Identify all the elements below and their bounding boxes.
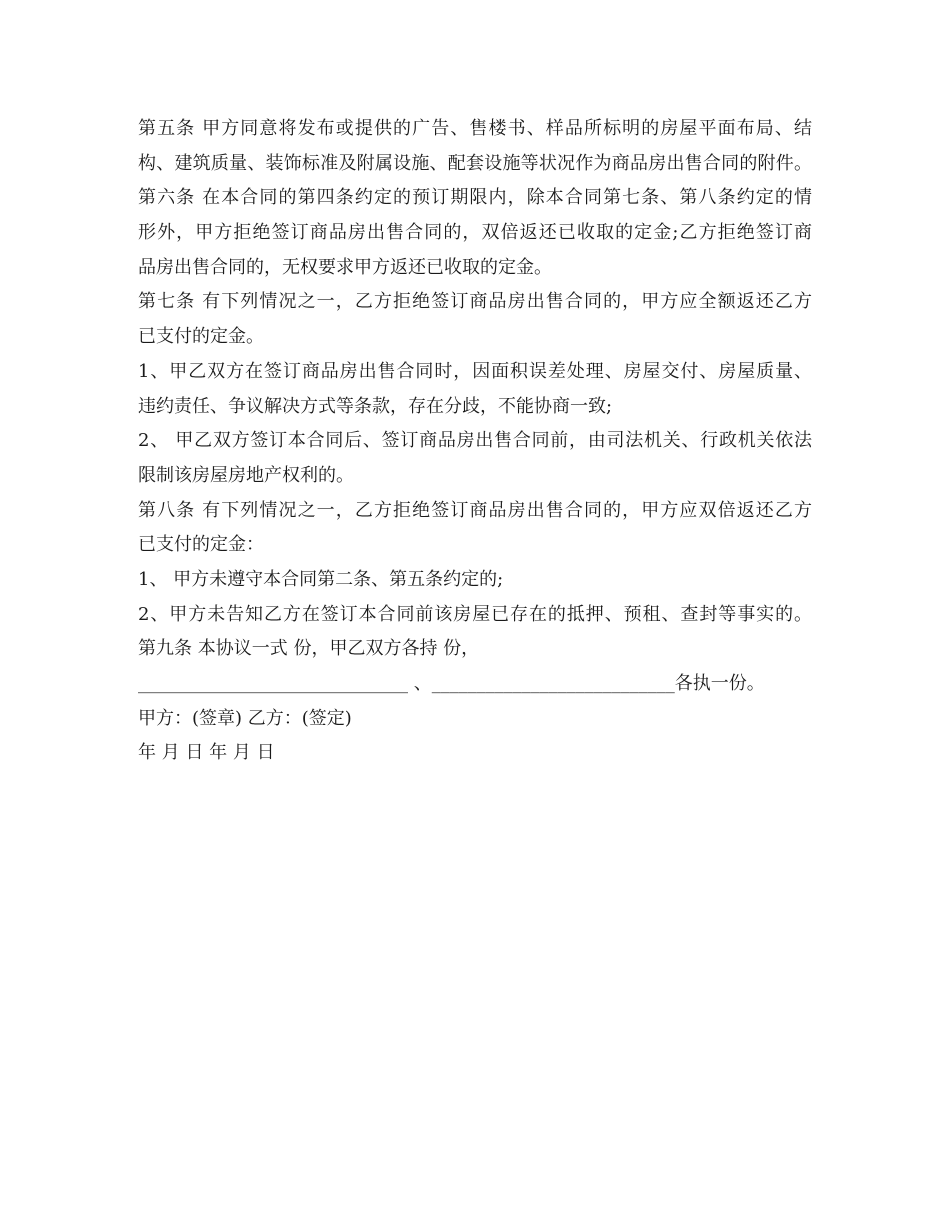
- clause-8-item-1: 1、 甲方未遵守本合同第二条、第五条约定的;: [138, 568, 504, 590]
- document-body: [138, 112, 812, 771]
- clause-5-line-1: 第五条 甲方同意将发布或提供的广告、售楼书、样品所标明的房屋平面布局、结: [138, 118, 812, 139]
- signature-dates: 年 月 日 年 月 日: [138, 742, 275, 764]
- clause-7-line-2: 已支付的定金。: [138, 326, 264, 348]
- clause-6-line-3: 品房出售合同的，无权要求甲方返还已收取的定金。: [138, 256, 552, 278]
- clause-7-item-2-line-2: 限制该房屋房地产权利的。: [138, 464, 354, 486]
- clause-6-line-2: 形外，甲方拒绝签订商品房出售合同的，双倍返还已收取的定金;乙方拒绝签订商: [138, 222, 812, 244]
- clause-7-item-1-line-2: 违约责任、争议解决方式等条款，存在分歧，不能协商一致;: [138, 395, 613, 417]
- clause-7-item-2-line-1: 2、 甲乙双方签订本合同后、签订商品房出售合同前，由司法机关、行政机关依法: [138, 430, 812, 452]
- clause-6-line-1: 第六条 在本合同的第四条约定的预订期限内，除本合同第七条、第八条约定的情: [138, 187, 812, 209]
- signature-parties: 甲方：(签章) 乙方：(签定): [138, 707, 352, 729]
- signature-blank-line: ______________________________ 、___________________________各执一份。: [138, 673, 765, 694]
- clause-7-item-1-line-1: 1、甲乙双方在签订商品房出售合同时，因面积误差处理、房屋交付、房屋质量、: [138, 360, 812, 382]
- clause-5-line-2: 构、建筑质量、装饰标准及附属设施、配套设施等状况作为商品房出售合同的附件。: [138, 152, 812, 174]
- clause-7-line-1: 第七条 有下列情况之一，乙方拒绝签订商品房出售合同的，甲方应全额返还乙方: [138, 291, 812, 313]
- clause-8-line-1: 第八条 有下列情况之一，乙方拒绝签订商品房出售合同的，甲方应双倍返还乙方: [138, 499, 812, 521]
- clause-8-line-2: 已支付的定金：: [138, 534, 264, 556]
- clause-9-line-1: 第九条 本协议一式 份，甲乙双方各持 份，: [138, 638, 480, 660]
- clause-8-item-2: 2、甲方未告知乙方在签订本合同前该房屋已存在的抵押、预租、查封等事实的。: [138, 603, 812, 625]
